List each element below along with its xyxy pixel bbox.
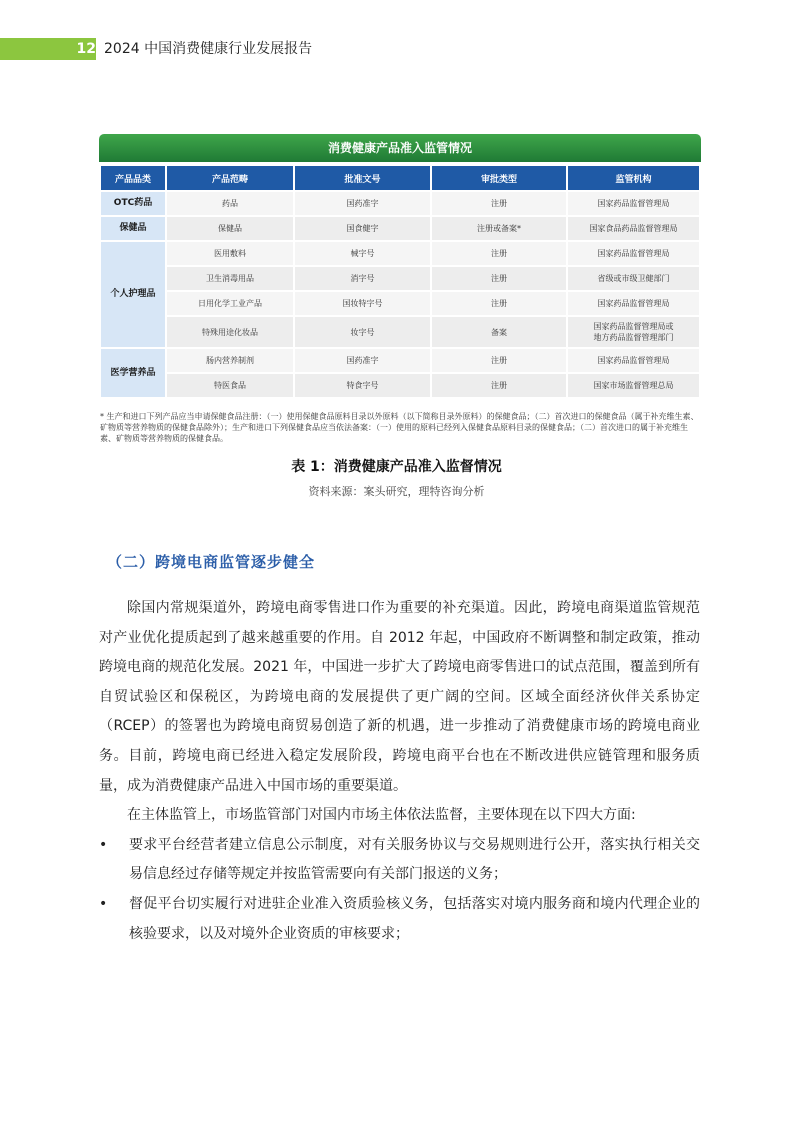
table-caption: 表 1：消费健康产品准入监督情况 [291,459,502,475]
scope-cell: 日用化学工业产品 [167,292,293,315]
agency-line: 国家药品监督管理局或 [593,322,674,331]
report-title: 2024 中国消费健康行业发展报告 [104,41,313,57]
bullet-icon: • [99,895,108,912]
table-row [101,217,699,240]
type-cell: 注册 [432,267,566,290]
type-cell: 备案 [432,317,566,347]
approval-cell: 国药准字 [295,349,430,372]
type-cell: 注册 [432,242,566,265]
column-header: 审批类型 [432,166,566,190]
table-row [101,267,699,290]
body-text [99,594,700,949]
column-header: 产品品类 [101,166,165,190]
category-cell: 医学营养品 [101,349,165,397]
category-cell: 个人护理品 [101,242,165,347]
list-item-text: 要求平台经营者建立信息公示制度，对有关服务协议与交易规则进行公开，落实执行相关交易信息经过存储等规定并按监管需要向有关部门报送的义务； [129,836,700,883]
agency-cell: 国家药品监督管理局 [568,292,699,315]
approval-cell: 国药准字 [295,192,430,215]
section-heading: （二）跨境电商监管逐步健全 [107,553,316,571]
list-item [99,890,700,949]
agency-cell: 国家药品监督管理局 [568,349,699,372]
agency-cell: 省级或市级卫健部门 [568,267,699,290]
agency-cell [568,317,699,347]
table-row [101,242,699,265]
approval-cell: 妆字号 [295,317,430,347]
category-cell: OTC药品 [101,192,165,215]
paragraph: 除国内常规渠道外，跨境电商零售进口作为重要的补充渠道。因此，跨境电商渠道监管规范对产业优化提质起到了越来越重要的作用。自 2012 年起，中国政府不断调整和制定政策，推动跨境电商的规范化发展。2021 年，中国进一步扩大了跨境电商零售进口的试点范围，覆盖到所有自贸试验区和保税区，为跨境电商的发展提供了更广阔的空间。区域全面经济伙伴关系协定（RCEP）的签署也为跨境电商贸易创造了新的机遇，进一步推动了消费健康市场的跨境电商业务。目前，跨境电商已经进入稳定发展阶段，跨境电商平台也在不断改进供应链管理和服务质量，成为消费健康产品进入中国市场的重要渠道。 [99,600,700,794]
list-item [99,831,700,890]
type-cell: 注册 [432,374,566,397]
column-header: 批准文号 [295,166,430,190]
table-header-row [101,166,699,190]
category-cell: 保健品 [101,217,165,240]
approval-cell: 国食健字 [295,217,430,240]
scope-cell: 药品 [167,192,293,215]
approval-cell: 特食字号 [295,374,430,397]
table-row [101,317,699,347]
type-cell: 注册 [432,349,566,372]
scope-cell: 肠内营养制剂 [167,349,293,372]
page-number: 12 [76,41,96,57]
agency-cell: 国家药品监督管理局 [568,192,699,215]
scope-cell: 卫生消毒用品 [167,267,293,290]
paragraph: 在主体监管上，市场监管部门对国内市场主体依法监督，主要体现在以下四大方面: [127,807,636,824]
column-header: 监管机构 [568,166,699,190]
approval-cell: 消字号 [295,267,430,290]
regulation-table [99,134,701,399]
bullet-list [99,831,700,949]
table-row [101,192,699,215]
table-row [101,349,699,372]
approval-cell: 械字号 [295,242,430,265]
scope-cell: 保健品 [167,217,293,240]
approval-cell: 国妆特字号 [295,292,430,315]
table-row [101,374,699,397]
column-header: 产品范畴 [167,166,293,190]
type-cell: 注册或备案* [432,217,566,240]
scope-cell: 特医食品 [167,374,293,397]
list-item-text: 督促平台切实履行对进驻企业准入资质验核义务，包括落实对境内服务商和境内代理企业的核验要求，以及对境外企业资质的审核要求； [129,895,700,942]
type-cell: 注册 [432,192,566,215]
type-cell: 注册 [432,292,566,315]
table-row [101,292,699,315]
agency-line: 地方药品监督管理部门 [593,333,674,342]
table-source: 资料来源：案头研究，理特咨询分析 [308,485,485,498]
scope-cell: 医用敷料 [167,242,293,265]
scope-cell: 特殊用途化妆品 [167,317,293,347]
table-title: 消费健康产品准入监管情况 [99,134,701,162]
agency-cell: 国家食品药品监督管理局 [568,217,699,240]
agency-cell: 国家市场监督管理总局 [568,374,699,397]
table-grid [99,164,701,399]
table-footnote: * 生产和进口下列产品应当申请保健食品注册：（一）使用保健食品原料目录以外原料（以下简称目录外原料）的保健食品；（二）首次进口的保健食品（属于补充维生素、矿物质等营养物质的保健食品除外）；生产和进口下列保健食品应当依法备案：（一）使用的原料已经列入保健食品原料目录的保健食品；（二）首次进口的属于补充维生素、矿物质等营养物质的保健食品。 [100,412,699,443]
bullet-icon: • [99,836,108,853]
agency-cell: 国家药品监督管理局 [568,242,699,265]
